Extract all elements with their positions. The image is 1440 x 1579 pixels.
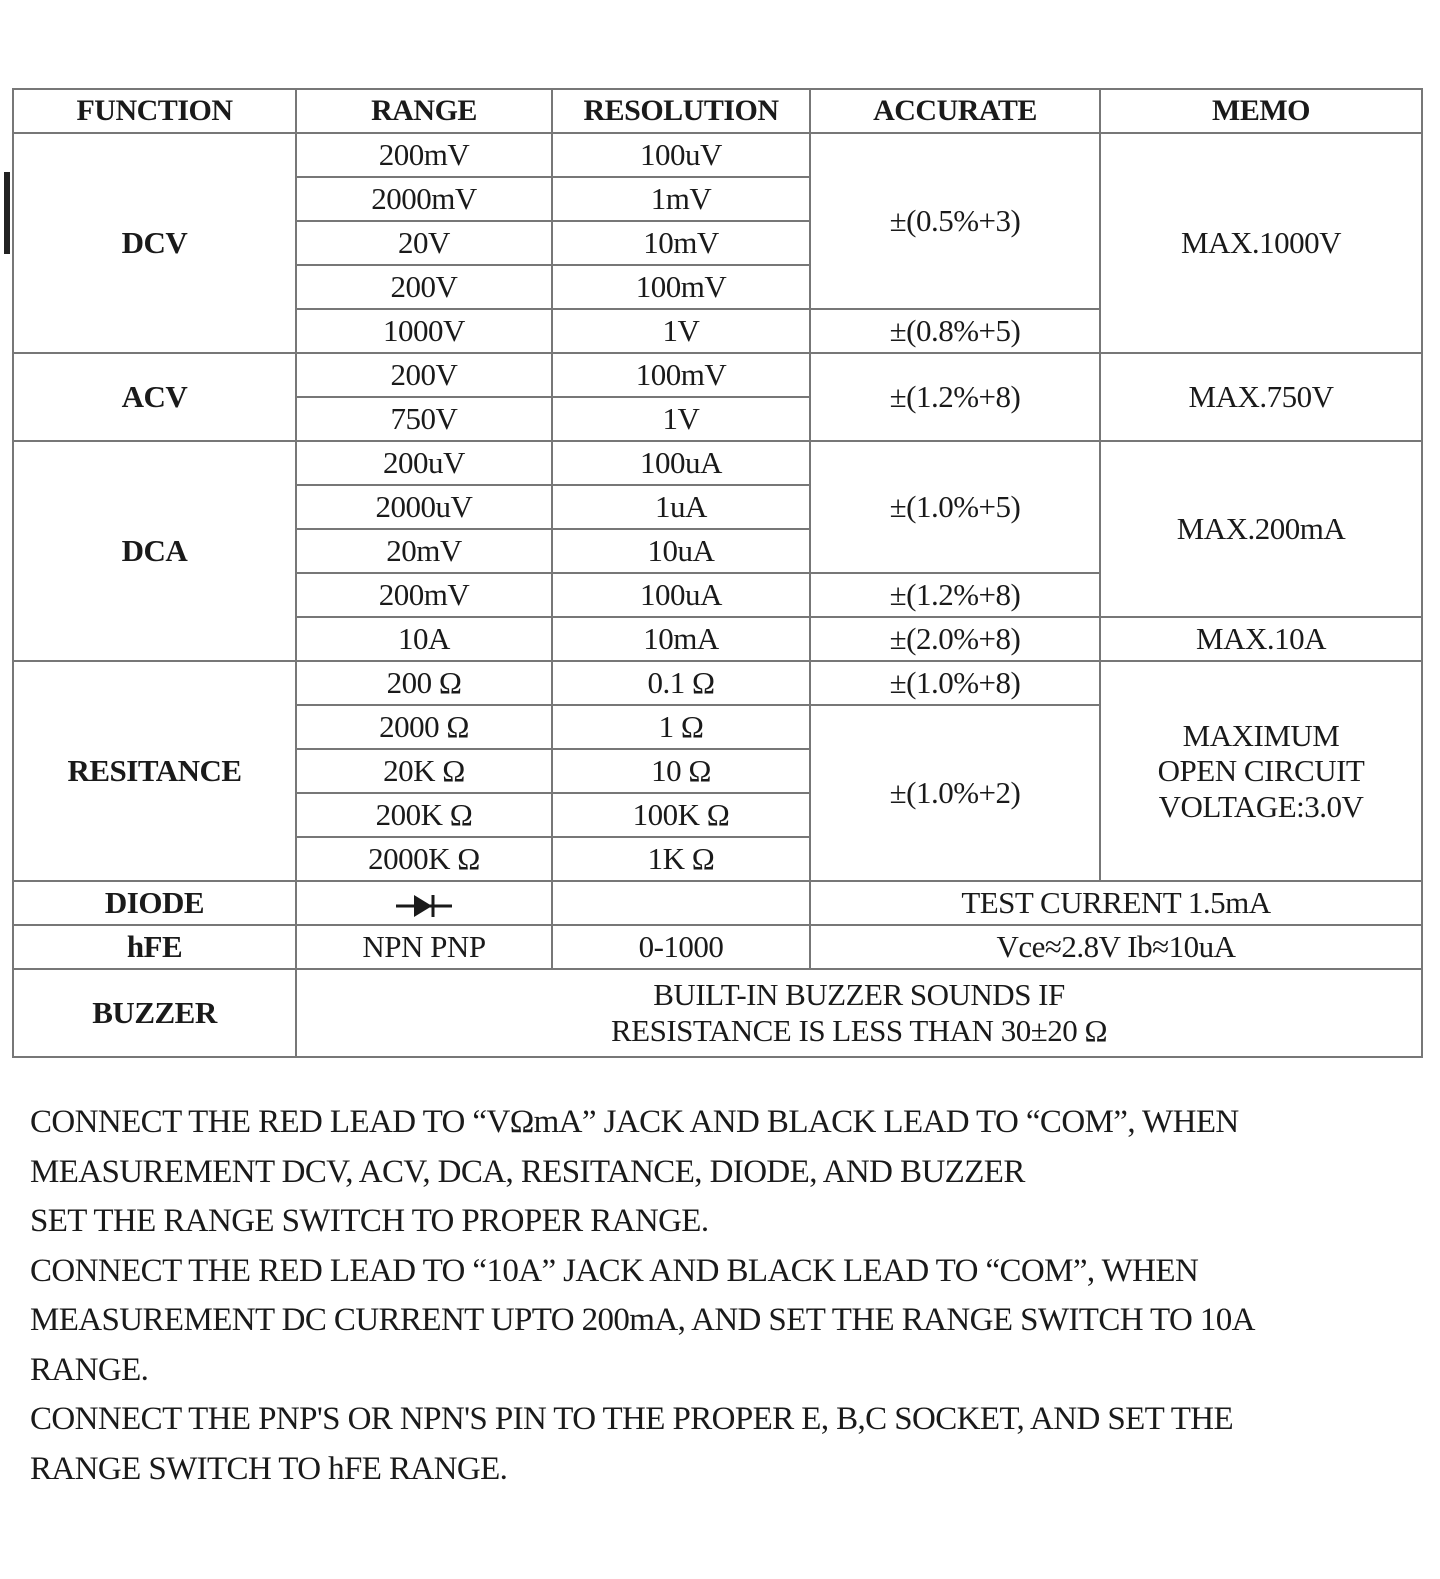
accuracy-cell: ±(0.5%+3) [810,133,1100,309]
accuracy-cell: ±(1.0%+2) [810,705,1100,881]
table-row [13,881,1422,925]
resolution-cell: 1 Ω [552,705,810,749]
range-cell: 750V [296,397,552,441]
range-cell: 200mV [296,133,552,177]
table-row [13,925,1422,969]
buzzer-line: RESISTANCE IS LESS THAN 30±20 Ω [610,1013,1107,1048]
range-cell [296,881,552,925]
table-row [13,661,1422,705]
instructions [30,1098,1420,1494]
buzzer-line: BUILT-IN BUZZER SOUNDS IF [653,977,1065,1013]
note-line: RANGE SWITCH TO hFE RANGE. [30,1450,508,1487]
function-dca: DCA [13,441,296,661]
memo-cell: MAX.1000V [1100,133,1422,353]
resolution-cell: 1V [552,397,810,441]
header-accurate: ACCURATE [810,89,1100,133]
range-cell: 2000K Ω [296,837,552,881]
range-cell: 1000V [296,309,552,353]
note-line: MEASUREMENT DCV, ACV, DCA, RESITANCE, DIODE, AND BUZZER [30,1153,1025,1190]
accuracy-cell: ±(1.2%+8) [810,353,1100,441]
table-row [13,133,1422,177]
resolution-cell: 100K Ω [552,793,810,837]
resolution-cell: 100mV [552,265,810,309]
memo-cell: Vce≈2.8V Ib≈10uA [810,925,1422,969]
accuracy-cell: ±(1.0%+8) [810,661,1100,705]
range-cell: 20mV [296,529,552,573]
range-cell: 2000uV [296,485,552,529]
header-range: RANGE [296,89,552,133]
range-cell: 200 Ω [296,661,552,705]
resolution-cell [552,881,810,925]
range-cell: 200uV [296,441,552,485]
range-cell: 2000mV [296,177,552,221]
note-line: MEASUREMENT DC CURRENT UPTO 200mA, AND SET THE RANGE SWITCH TO 10A [30,1302,1255,1338]
memo-cell [1100,661,1422,881]
resolution-cell: 10mV [552,221,810,265]
memo-cell: TEST CURRENT 1.5mA [810,881,1422,925]
note-line: CONNECT THE RED LEAD TO “10A” JACK AND BLACK LEAD TO “COM”, WHEN [30,1252,1199,1289]
note-line: RANGE. [30,1351,149,1388]
accuracy-cell: ±(1.2%+8) [810,573,1100,617]
range-cell: 10A [296,617,552,661]
resolution-cell: 100uV [552,133,810,177]
range-cell: 2000 Ω [296,705,552,749]
range-cell: 200V [296,353,552,397]
resolution-cell: 0.1 Ω [552,661,810,705]
accuracy-cell: ±(0.8%+5) [810,309,1100,353]
resolution-cell: 10uA [552,529,810,573]
range-cell: 20V [296,221,552,265]
function-resistance: RESITANCE [13,661,296,881]
function-buzzer: BUZZER [13,969,296,1057]
note-line: CONNECT THE RED LEAD TO “VΩmA” JACK AND BLACK LEAD TO “COM”, WHEN [30,1104,1239,1140]
range-cell: 20K Ω [296,749,552,793]
memo-cell: MAX.200mA [1100,441,1422,617]
range-cell: 200V [296,265,552,309]
memo-cell: MAX.10A [1100,617,1422,661]
resolution-cell: 10 Ω [552,749,810,793]
spec-table [12,88,1423,1058]
function-dcv: DCV [13,133,296,353]
function-hfe: hFE [13,925,296,969]
resolution-cell: 100mV [552,353,810,397]
diode-symbol-icon [394,893,454,919]
memo-cell: MAX.750V [1100,353,1422,441]
function-diode: DIODE [13,881,296,925]
left-edge-mark [4,172,10,254]
header-function: FUNCTION [13,89,296,133]
resolution-cell: 100uA [552,441,810,485]
buzzer-description [296,969,1422,1057]
resolution-cell: 100uA [552,573,810,617]
memo-line: VOLTAGE:3.0V [1158,788,1364,824]
header-memo: MEMO [1100,89,1422,133]
accuracy-cell: ±(1.0%+5) [810,441,1100,573]
header-row [13,89,1422,133]
resolution-cell: 1K Ω [552,837,810,881]
table-row [13,441,1422,485]
range-cell: 200mV [296,573,552,617]
table-row [13,969,1422,1057]
function-acv: ACV [13,353,296,441]
resolution-cell: 1V [552,309,810,353]
header-resolution: RESOLUTION [552,89,810,133]
accuracy-cell: ±(2.0%+8) [810,617,1100,661]
note-line: CONNECT THE PNP'S OR NPN'S PIN TO THE PROPER E, B,C SOCKET, AND SET THE [30,1401,1234,1437]
table-row [13,353,1422,397]
range-cell: 200K Ω [296,793,552,837]
memo-line: OPEN CIRCUIT [1157,753,1365,789]
resolution-cell: 10mA [552,617,810,661]
memo-line: MAXIMUM [1182,717,1340,753]
resolution-cell: 1mV [552,177,810,221]
resolution-cell: 1uA [552,485,810,529]
resolution-cell: 0-1000 [552,925,810,969]
range-cell: NPN PNP [296,925,552,969]
note-line: SET THE RANGE SWITCH TO PROPER RANGE. [30,1203,709,1239]
